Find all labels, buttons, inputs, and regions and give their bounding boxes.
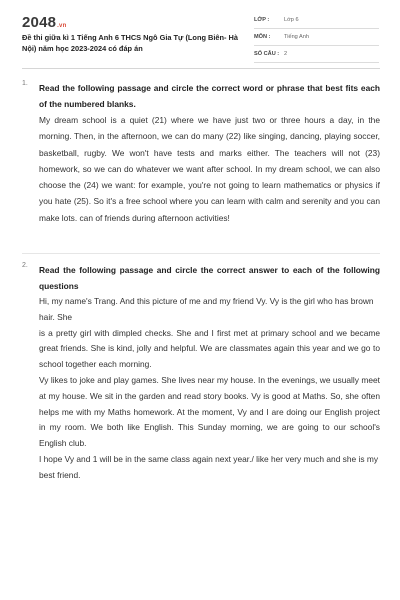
meta-value: Tiếng Anh [284,34,309,40]
logo-text: 2048 [22,14,57,31]
document-title: Đề thi giữa kì 1 Tiếng Anh 6 THCS Ngô Gia Tự (Long Biên- Hà Nội) năm học 2023-2024 có đáp án [22,33,239,53]
passage-paragraph: My dream school is a quiet (21) where we have just two or three hours a day, in the morning. Then, in the afternoon, we can do many (22) like singing, dancing, playing soccer, basketball, rugby. We won't have tests and marks either. The teachers will not (23) homework, so we can do whatever we want after school. In my dream school, we can also choose the (24) we want: for example, you're not going to learn mathematics or physics if you hate (25). So it's a free school where you can learn with calm and serenity and you can make lots. can of friends during afternoon activities! [39,115,380,223]
meta-label: SỐ CÂU : [254,51,280,57]
document-meta [254,14,379,65]
question-number: 2. [22,262,28,269]
meta-label: LỚP : [254,17,270,23]
question-instruction: Read the following passage and circle the correct answer to each of the following questions [39,265,380,291]
question-body [39,262,380,484]
header-divider [22,68,380,69]
meta-value: Lớp 6 [284,17,299,23]
passage-paragraph: is a pretty girl with dimpled checks. She and I first met at primary school and we became great friends. She is kind, jolly and helpful. We are classmates again this year and we go to school together each morning. [39,327,380,370]
meta-label: MÔN : [254,34,271,40]
meta-class-row [254,14,379,29]
page-header [0,0,400,66]
passage-paragraph: I hope Vy and 1 will be in the same class again next year./ like her very much and she is my best friend. [39,453,379,480]
site-logo[interactable] [22,14,66,31]
question-body [39,80,380,226]
meta-count-row [254,48,379,63]
question-number: 1. [22,80,28,87]
meta-value: 2 [284,51,288,57]
meta-subject-row [254,31,379,46]
passage-paragraph: Vy likes to joke and play games. She lives near my house. In the evenings, we usually meet at my house. We sit in the garden and read story books. Vy is good at Maths. So, she often helps me with my Maths homework. At the moment, Vy and I are doing our English project in my room. We both like English. This Sunday morning, we are going to our school's English club. [39,374,380,449]
question-separator [22,253,380,254]
passage-paragraph: Hi, my name's Trang. And this picture of me and my friend Vy. Vy is the girl who has brown hair. She [39,296,374,322]
logo-domain: .vn [57,23,67,29]
question-instruction: Read the following passage and circle the correct word or phrase that best fits each of the numbered blanks. [39,83,380,109]
